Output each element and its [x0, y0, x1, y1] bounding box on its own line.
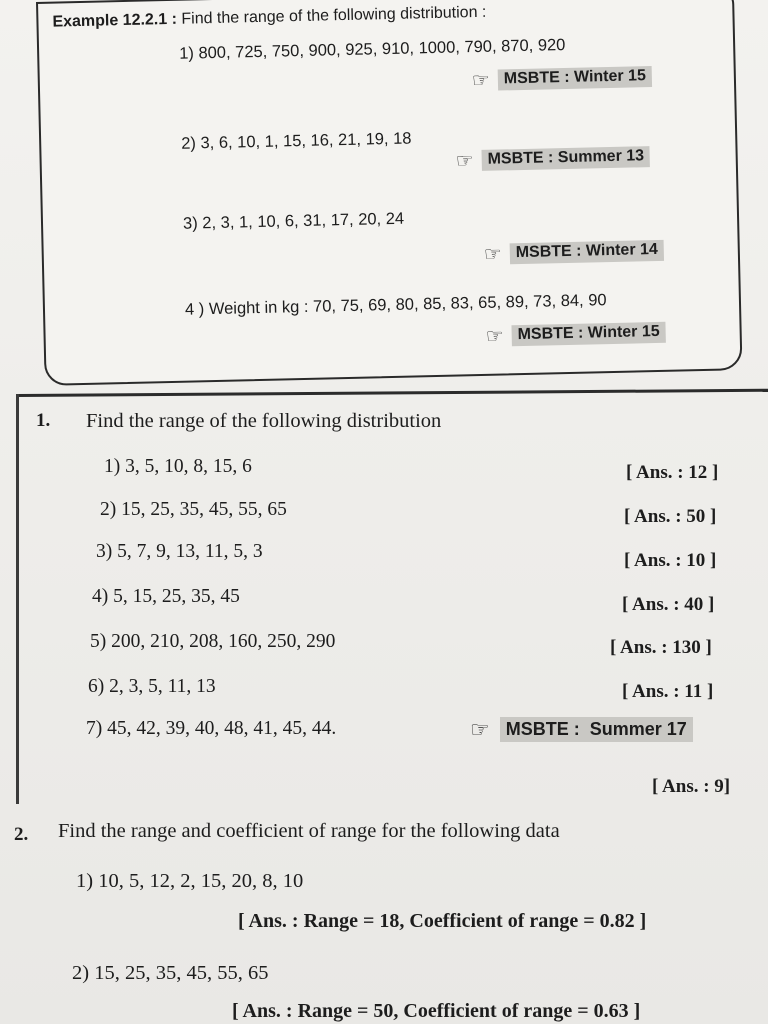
q1-item-7-tag: ☞ MSBTE : Summer 17 — [470, 717, 693, 742]
example-tag-3: ☞ MSBTE : Winter 14 — [484, 240, 664, 265]
example-tag-1: ☞ MSBTE : Winter 15 — [472, 66, 652, 91]
example-tag-4: ☞ MSBTE : Winter 15 — [485, 322, 665, 347]
pointing-hand-icon: ☞ — [470, 716, 490, 742]
example-tag-2: ☞ MSBTE : Summer 13 — [455, 146, 650, 171]
pointing-hand-icon: ☞ — [455, 149, 474, 173]
example-heading — [52, 4, 486, 32]
pointing-hand-icon: ☞ — [471, 69, 491, 92]
pointing-hand-icon: ☞ — [483, 243, 503, 266]
example-item-1: 1) 800, 725, 750, 900, 925, 910, 1000, 790, 870, 920 — [179, 36, 566, 63]
example-title: Find the range of the following distribution : — [181, 3, 487, 28]
q1-item-1: 1) 3, 5, 10, 8, 15, 6 — [104, 456, 252, 477]
section-divider — [18, 389, 768, 397]
example-item-2: 2) 3, 6, 10, 1, 15, 16, 21, 19, 18 — [181, 129, 412, 153]
q1-answer-2: [ Ans. : 50 ] — [624, 506, 717, 527]
example-label: Example 12.2.1 : — [52, 10, 178, 31]
q1-item-6: 6) 2, 3, 5, 11, 13 — [88, 676, 216, 697]
section-left-border — [16, 394, 19, 804]
q1-item-7: 7) 45, 42, 39, 40, 48, 41, 45, 44. — [86, 718, 337, 739]
q1-answer-4: [ Ans. : 40 ] — [622, 594, 715, 615]
question-1-title: Find the range of the following distribution — [86, 410, 442, 432]
question-2-number: 2. — [14, 824, 29, 845]
q2-item-2: 2) 15, 25, 35, 45, 55, 65 — [72, 962, 269, 984]
pointing-hand-icon: ☞ — [485, 324, 504, 348]
q1-answer-3: [ Ans. : 10 ] — [624, 550, 717, 571]
example-item-4: 4 ) Weight in kg : 70, 75, 69, 80, 85, 83, 65, 89, 73, 84, 90 — [184, 291, 607, 319]
question-2-title: Find the range and coefficient of range for the following data — [58, 820, 560, 842]
example-item-3: 3) 2, 3, 1, 10, 6, 31, 17, 20, 24 — [182, 209, 405, 233]
q1-item-4: 4) 5, 15, 25, 35, 45 — [92, 586, 240, 607]
q1-item-2: 2) 15, 25, 35, 45, 55, 65 — [100, 499, 287, 520]
q2-answer-1: [ Ans. : Range = 18, Coefficient of range = 0.82 ] — [238, 910, 647, 932]
q1-answer-5: [ Ans. : 130 ] — [610, 637, 712, 658]
q2-answer-2: [ Ans. : Range = 50, Coefficient of range = 0.63 ] — [232, 1000, 641, 1022]
q1-item-5: 5) 200, 210, 208, 160, 250, 290 — [90, 631, 336, 652]
q2-item-1: 1) 10, 5, 12, 2, 15, 20, 8, 10 — [76, 870, 304, 892]
example-box — [36, 0, 743, 386]
q1-item-3: 3) 5, 7, 9, 13, 11, 5, 3 — [96, 541, 263, 562]
q1-answer-1: [ Ans. : 12 ] — [626, 462, 719, 483]
q1-answer-6: [ Ans. : 11 ] — [622, 681, 714, 702]
q1-answer-7: [ Ans. : 9] — [652, 776, 731, 797]
question-1-number: 1. — [36, 410, 51, 431]
